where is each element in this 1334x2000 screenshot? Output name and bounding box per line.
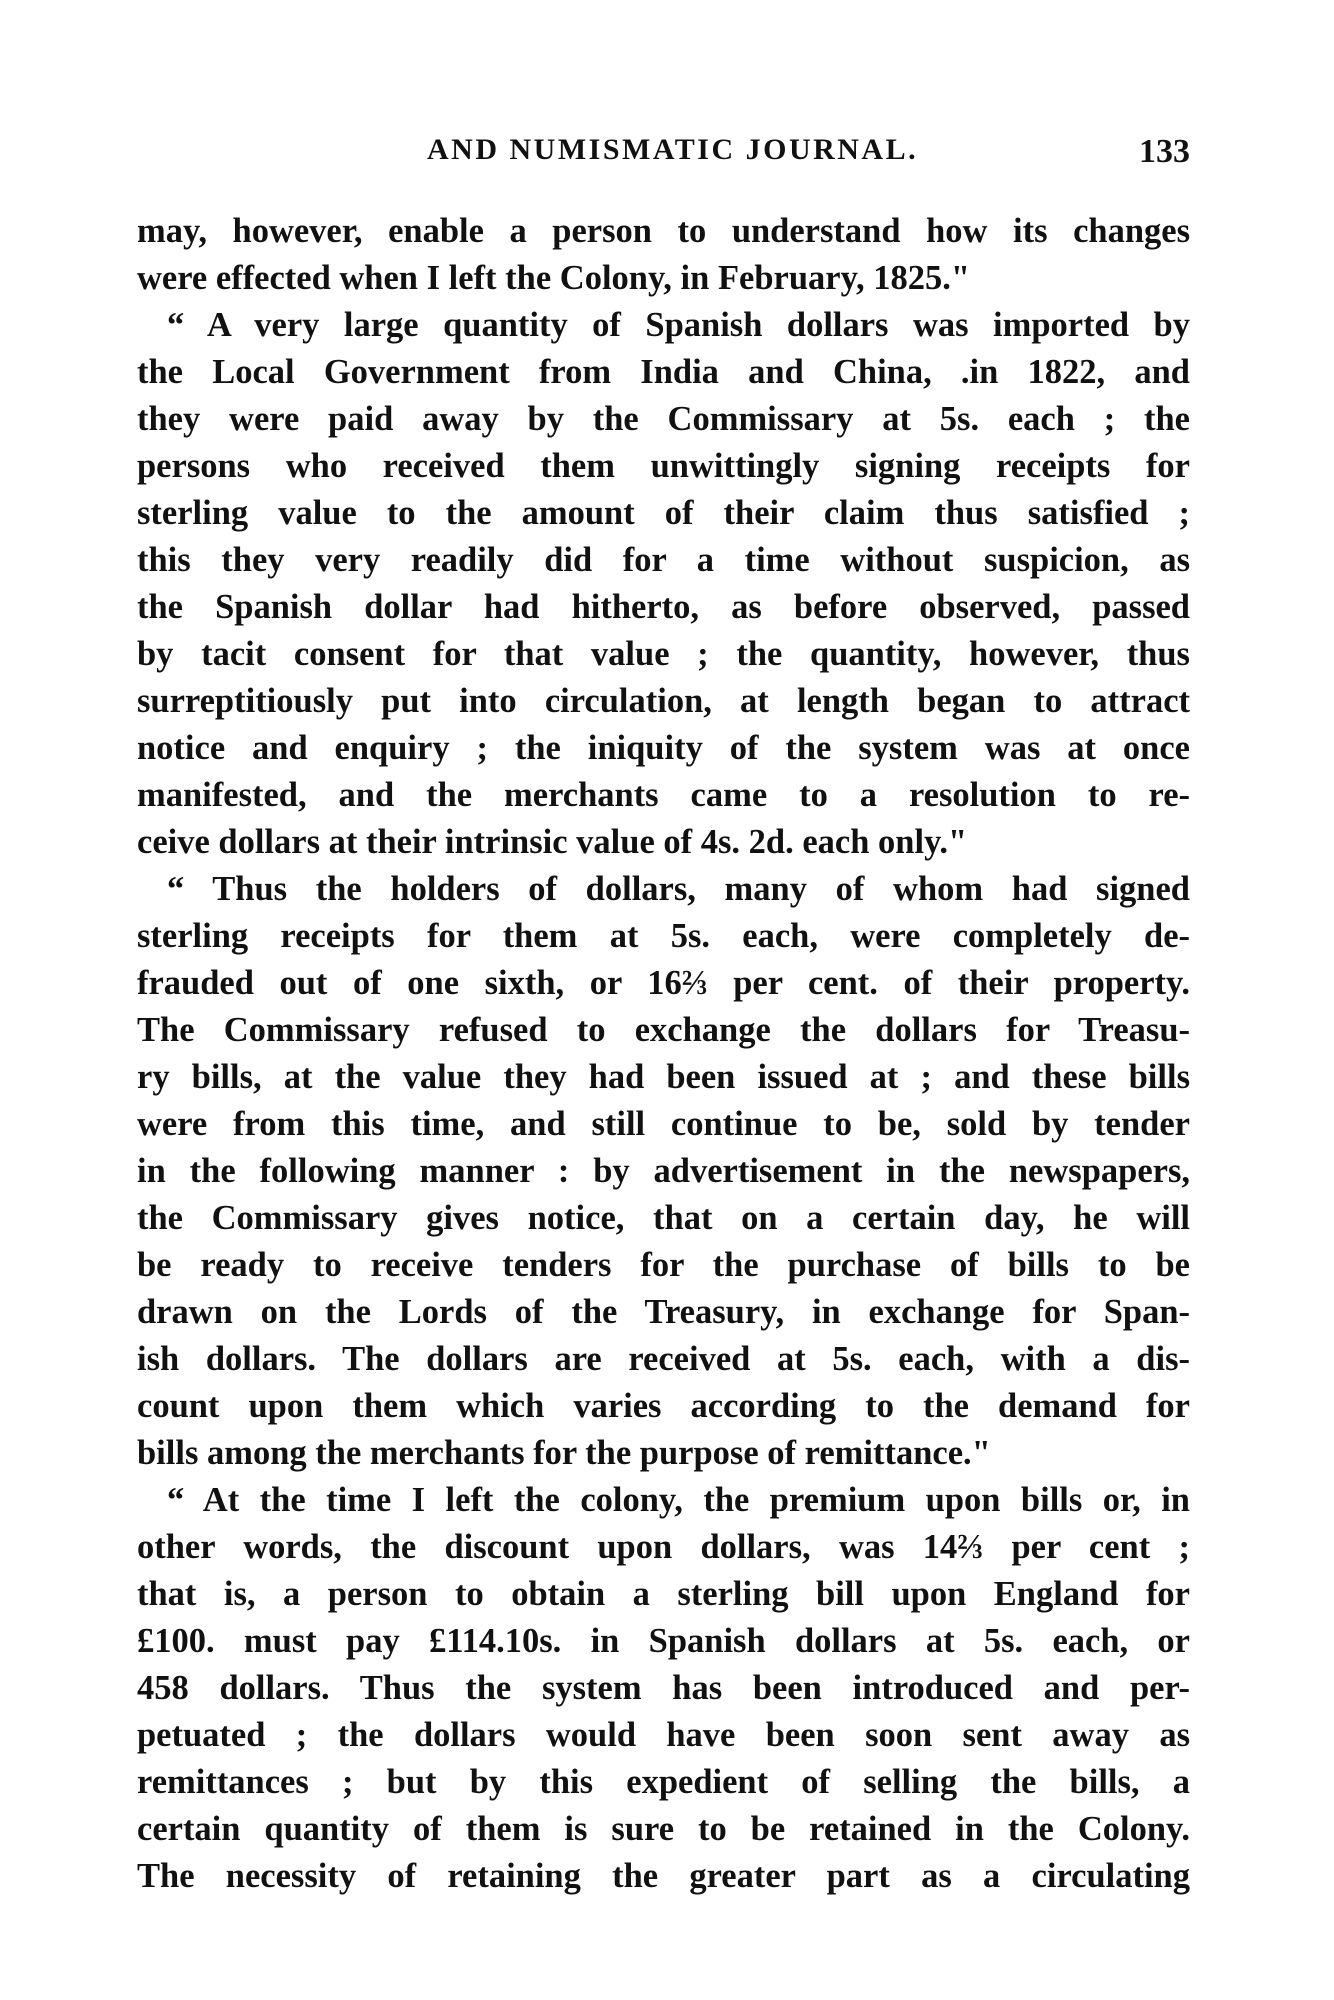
text-line: £100. must pay £114.10s. in Spanish dollars at 5s. each, or: [137, 1622, 1190, 1660]
text-line: notice and enquiry ; the iniquity of the system was at once: [137, 729, 1190, 767]
text-line: the Commissary gives notice, that on a certain day, he will: [137, 1199, 1190, 1237]
running-title: AND NUMISMATIC JOURNAL.: [427, 133, 919, 166]
text-line: they were paid away by the Commissary at 5s. each ; the: [137, 400, 1190, 438]
text-line: by tacit consent for that value ; the quantity, however, thus: [137, 635, 1190, 673]
text-line: that is, a person to obtain a sterling bill upon England for: [137, 1575, 1190, 1613]
text-line: certain quantity of them is sure to be retained in the Colony.: [137, 1810, 1190, 1848]
text-line: be ready to receive tenders for the purchase of bills to be: [137, 1246, 1190, 1284]
text-line: petuated ; the dollars would have been soon sent away as: [137, 1716, 1190, 1754]
text-line: “ A very large quantity of Spanish dollars was imported by: [167, 306, 1190, 344]
text-line: 458 dollars. Thus the system has been introduced and per-: [137, 1669, 1190, 1707]
text-line: “ Thus the holders of dollars, many of whom had signed: [167, 870, 1190, 908]
text-line: sterling value to the amount of their claim thus satisfied ;: [137, 494, 1190, 532]
text-line: the Spanish dollar had hitherto, as before observed, passed: [137, 588, 1190, 626]
text-line: other words, the discount upon dollars, was 14⅔ per cent ;: [137, 1528, 1190, 1566]
text-line: were effected when I left the Colony, in February, 1825.": [137, 259, 970, 297]
text-line: sterling receipts for them at 5s. each, were completely de-: [137, 917, 1190, 955]
body-text: [137, 208, 1190, 1900]
running-head: [137, 133, 1190, 177]
text-line: may, however, enable a person to understand how its changes: [137, 212, 1190, 250]
text-line: remittances ; but by this expedient of selling the bills, a: [137, 1763, 1190, 1801]
text-line: in the following manner : by advertisement in the newspapers,: [137, 1152, 1190, 1190]
text-line: “ At the time I left the colony, the premium upon bills or, in: [167, 1481, 1190, 1519]
text-line: ceive dollars at their intrinsic value of 4s. 2d. each only.": [137, 823, 968, 861]
text-line: The necessity of retaining the greater part as a circulating: [137, 1857, 1190, 1895]
text-line: drawn on the Lords of the Treasury, in exchange for Span-: [137, 1293, 1190, 1331]
text-line: surreptitiously put into circulation, at length began to attract: [137, 682, 1190, 720]
text-line: manifested, and the merchants came to a resolution to re-: [137, 776, 1190, 814]
text-line: persons who received them unwittingly signing receipts for: [137, 447, 1190, 485]
text-line: were from this time, and still continue to be, sold by tender: [137, 1105, 1190, 1143]
text-line: the Local Government from India and China, .in 1822, and: [137, 353, 1190, 391]
text-line: ry bills, at the value they had been issued at ; and these bills: [137, 1058, 1190, 1096]
text-line: frauded out of one sixth, or 16⅔ per cent. of their property.: [137, 964, 1190, 1002]
text-line: ish dollars. The dollars are received at 5s. each, with a dis-: [137, 1340, 1190, 1378]
text-line: count upon them which varies according to the demand for: [137, 1387, 1190, 1425]
text-line: this they very readily did for a time without suspicion, as: [137, 541, 1190, 579]
text-line: The Commissary refused to exchange the dollars for Treasu-: [137, 1011, 1190, 1049]
text-line: bills among the merchants for the purpose of remittance.": [137, 1434, 991, 1472]
page-number: 133: [1139, 133, 1190, 170]
